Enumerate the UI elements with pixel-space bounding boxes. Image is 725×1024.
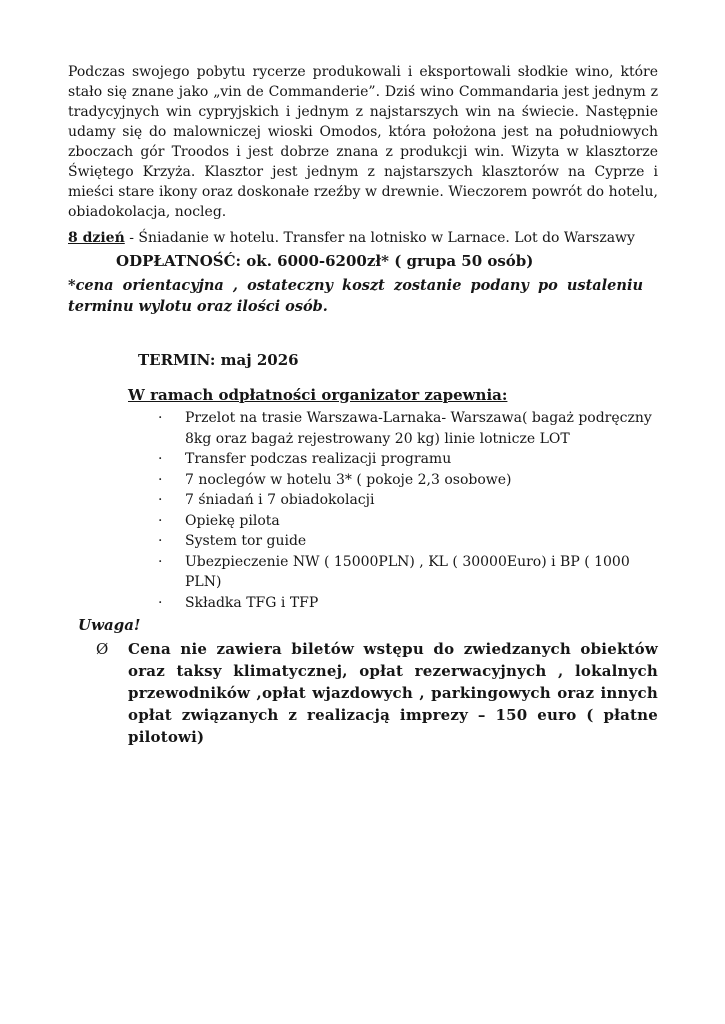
price-line: ODPŁATNOŚĆ: ok. 6000-6200zł* ( grupa 50 osób) [116,252,534,270]
list-item-text: System tor guide [185,533,307,549]
list-item-text: Transfer podczas realizacji programu [185,451,452,467]
bullet-icon: · [158,594,163,611]
list-item-text: 7 śniadań i 7 obiadokolacji [185,492,375,508]
list-item-text: Ubezpieczenie NW ( 15000PLN) , KL ( 30000Euro) i BP ( 1000 PLN) [185,553,630,590]
bullet-icon: · [158,492,163,508]
arrow-bullet-icon: Ø [96,640,109,658]
warning-text: Cena nie zawiera biletów wstępu do zwiedzanych obiektów oraz taksy klimatycznej, opłat rezerwacyjnych , lokalnych przewodników ,opłat wjazdowych , parkingowych oraz innych opłat związanych z realizacją imprezy – 150 euro ( płatne pilotowi) [128,640,658,746]
bullet-icon: · [158,553,163,570]
included-heading: W ramach odpłatności organizator zapewnia: [128,386,508,404]
day8-label: 8 dzień [68,230,125,246]
list-item [68,449,658,470]
list-item [68,593,658,614]
day8-text: - Śniadanie w hotelu. Transfer na lotnisko w Larnace. Lot do Warszawy [124,230,635,246]
list-item [68,470,658,491]
list-item-text: 7 noclegów w hotelu 3* ( pokoje 2,3 osobowe) [185,471,512,488]
bullet-icon: · [158,512,163,529]
warning-item [68,638,658,748]
bullet-icon: · [158,451,163,467]
list-item [68,552,658,593]
day8-line [68,228,658,248]
price-note: *cena orientacyjna , ostateczny koszt zostanie podany po ustaleniu terminu wylotu oraz ilości osób. [68,277,643,315]
list-item-text: Składka TFG i TFP [185,594,319,611]
list-item [68,511,658,532]
list-item-text: Opiekę pilota [185,512,280,529]
included-list [68,408,658,613]
list-item [68,490,658,511]
bullet-icon: · [158,533,163,549]
list-item [68,408,658,449]
list-item [68,531,658,552]
list-item-text: Przelot na trasie Warszawa-Larnaka- Warszawa( bagaż podręczny 8kg oraz bagaż rejestrowany 20 kg) linie lotnicze LOT [185,410,652,447]
termin-line: TERMIN: maj 2026 [138,351,299,369]
uwaga-heading: Uwaga! [78,616,141,634]
bullet-icon: · [158,410,163,426]
bullet-icon: · [158,471,163,488]
itinerary-paragraph: Podczas swojego pobytu rycerze produkowali i eksportowali słodkie wino, które stało się znane jako „vin de Commanderie”. Dziś wino Commandaria jest jednym z tradycyjnych win cypryjskich i jednym z najstarszych win na świecie. Następnie udamy się do malowniczej wioski Omodos, która położona jest na południowych zboczach gór Troodos i jest dobrze znana z produkcji win. Wizyta w klasztorze Świętego Krzyża. Klasztor jest jednym z najstarszych klasztorów na Cyprze i mieści stare ikony oraz doskonałe rzeźby w drewnie. Wieczorem powrót do hotelu, obiadokolacja, nocleg. [68,64,658,220]
